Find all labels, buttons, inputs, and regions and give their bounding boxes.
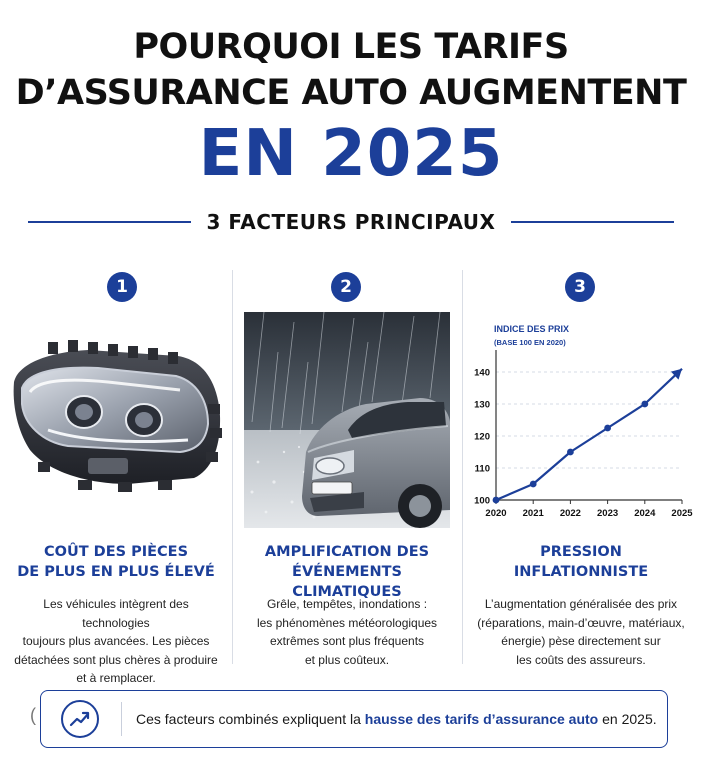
- factor-title-1-line: COÛT DES PIÈCES: [43, 544, 189, 560]
- chart-data-point: [530, 481, 537, 488]
- summary-text-end: en 2025.: [598, 711, 657, 727]
- chart-svg: [470, 312, 696, 528]
- factor-text-line: les coûts des assureurs.: [516, 652, 646, 667]
- chart-x-tick-label: 2022: [559, 508, 581, 519]
- headlight-image: [8, 312, 224, 528]
- summary-text-start: Ces facteurs combinés expliquent la: [136, 711, 365, 727]
- factor-title-1: [8, 542, 224, 582]
- factor-text-line: Les véhicules intègrent des technologies: [43, 597, 189, 630]
- summary-text: [136, 711, 657, 727]
- chart-title-line-2: (BASE 100 EN 2020): [494, 338, 566, 347]
- chart-data-point: [567, 449, 574, 456]
- factor-text-line: toujours plus avancées. Les pièces: [22, 634, 210, 648]
- chart-data-point: [604, 425, 611, 432]
- factor-text-2: [236, 595, 458, 669]
- factor-title-3: [466, 542, 696, 582]
- footer-separator: [121, 702, 122, 736]
- summary-box: [40, 690, 668, 748]
- chart-x-tick-label: 2025: [671, 508, 693, 519]
- factor-number-3: 3: [565, 272, 595, 302]
- title-line-2: D’ASSURANCE AUTO AUGMENTENT: [15, 73, 687, 113]
- title-line-1: POURQUOI LES TARIFS: [133, 27, 569, 67]
- chart-x-tick-label: 2021: [522, 508, 544, 519]
- factor-text-line: et plus coûteux.: [304, 652, 390, 667]
- title-year: EN 2025: [198, 117, 504, 191]
- trend-up-icon: [61, 700, 99, 738]
- factor-title-1-line: DE PLUS EN PLUS ÉLEVÉ: [17, 564, 215, 580]
- infographic-title: [0, 24, 702, 192]
- summary-highlight: hausse des tarifs d’assurance auto: [364, 711, 599, 727]
- chart-series-line: [496, 369, 682, 500]
- chart-x-tick-label: 2024: [634, 508, 656, 519]
- factor-title-3-line: PRESSION: [540, 544, 622, 560]
- chart-y-tick-label: 100: [474, 495, 490, 507]
- factor-text-line: énergie) pèse directement sur: [501, 634, 661, 648]
- left-mark: (: [30, 705, 36, 725]
- factor-text-line: extrêmes sont plus fréquents: [269, 634, 425, 648]
- column-divider: [462, 270, 463, 664]
- factor-number-2: 2: [331, 272, 361, 302]
- column-divider: [232, 270, 233, 664]
- factor-title-2: [236, 542, 458, 602]
- chart-y-tick-label: 130: [474, 399, 490, 411]
- factor-title-2-line: ÉVÉNEMENTS CLIMATIQUES: [292, 564, 402, 600]
- chart-y-tick-label: 110: [474, 463, 490, 475]
- chart-data-point: [493, 497, 500, 504]
- subtitle-row: [28, 208, 674, 236]
- chart-y-tick-label: 120: [474, 431, 490, 443]
- subtitle-rule-left: [28, 221, 191, 223]
- factor-text-line: (réparations, main-d’œuvre, matériaux,: [477, 615, 685, 630]
- factor-number-1: 1: [107, 272, 137, 302]
- chart-title-line-1: INDICE DES PRIX: [494, 324, 570, 334]
- factor-title-3-line: INFLATIONNISTE: [513, 564, 649, 580]
- subtitle: 3 FACTEURS PRINCIPAUX: [206, 210, 496, 234]
- factor-text-line: L’augmentation généralisée des prix: [484, 597, 678, 611]
- factor-text-line: détachées sont plus chères à produire: [14, 652, 218, 667]
- chart-x-tick-label: 2020: [485, 508, 507, 519]
- factor-text-line: Grêle, tempêtes, inondations :: [266, 597, 428, 611]
- factor-title-2-line: AMPLIFICATION DES: [264, 544, 430, 560]
- chart-y-tick-label: 140: [474, 367, 490, 379]
- factor-text-line: et à remplacer.: [76, 671, 156, 685]
- price-index-chart: [470, 312, 696, 528]
- factor-text-1: [8, 595, 224, 688]
- factor-text-3: [466, 595, 696, 669]
- chart-x-tick-label: 2023: [597, 508, 619, 519]
- hailstorm-car-image: [244, 312, 450, 528]
- chart-data-point: [641, 401, 648, 408]
- factor-text-line: les phénomènes météorologiques: [256, 615, 438, 630]
- subtitle-rule-right: [511, 221, 674, 223]
